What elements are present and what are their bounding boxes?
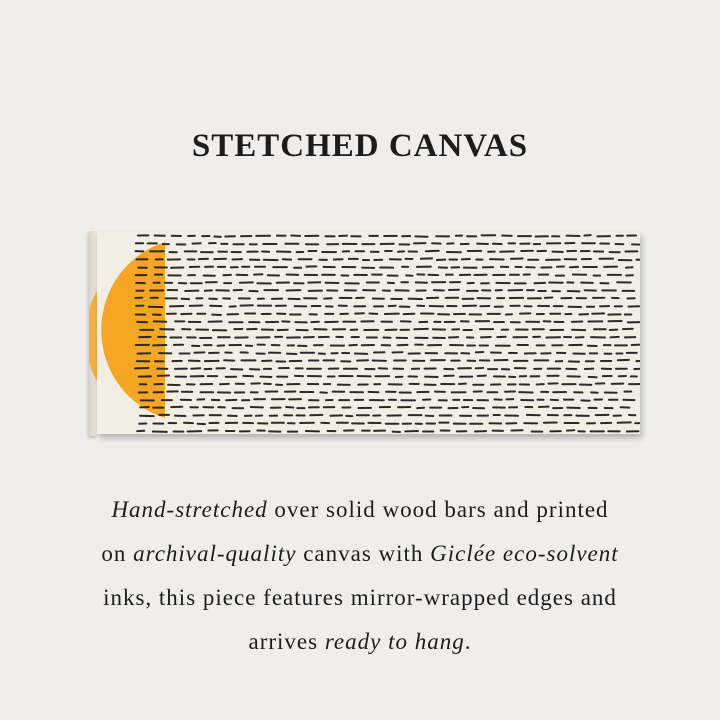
artwork: [97, 232, 640, 434]
description-line-4: [40, 620, 680, 664]
dash-pattern: [135, 235, 640, 432]
text: on: [101, 541, 134, 566]
canvas-product-image: [89, 231, 641, 436]
text: over solid wood bars and printed: [267, 497, 609, 522]
product-description: [40, 488, 680, 664]
emphasis: ready to hang: [324, 629, 465, 654]
description-line-2: [40, 532, 680, 576]
text: arrives: [248, 629, 325, 654]
text: .: [464, 629, 472, 654]
emphasis: Hand-stretched: [111, 497, 268, 522]
emphasis: archival-quality: [133, 541, 297, 566]
canvas-front: [97, 232, 640, 434]
text: canvas with: [296, 541, 431, 566]
canvas-side-edge: [89, 231, 97, 436]
description-line-1: [40, 488, 680, 532]
page-title: STETCHED CANVAS: [191, 128, 529, 164]
emphasis: Giclée eco-solvent: [430, 541, 619, 566]
description-line-3: inks, this piece features mirror-wrapped edges and: [103, 585, 617, 610]
